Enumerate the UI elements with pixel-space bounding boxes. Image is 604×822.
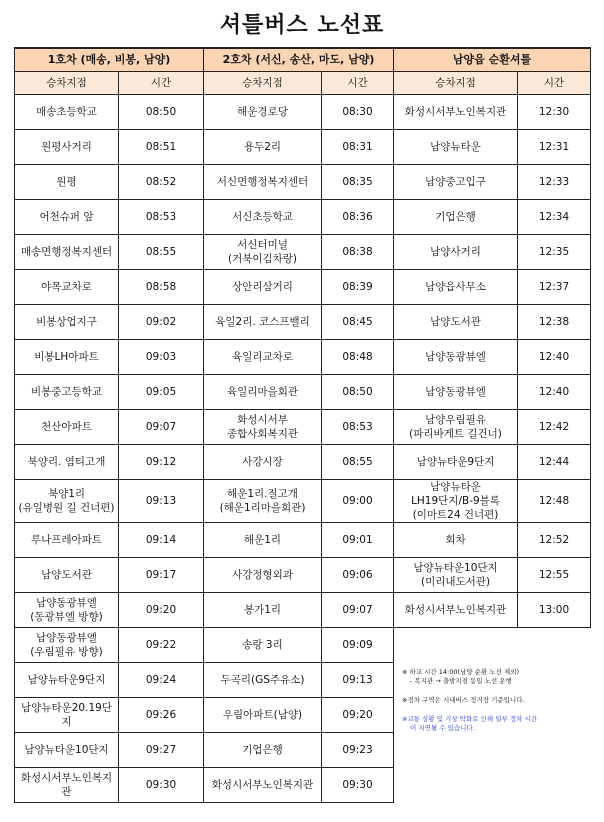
route-3-time: 12:52 — [518, 523, 591, 558]
route-1-time-header: 시간 — [119, 72, 204, 95]
stop-name-line: 남양동광뷰엘 — [36, 632, 97, 644]
route-1-stop — [15, 340, 119, 375]
table-row — [15, 445, 591, 480]
route-1-stop — [15, 165, 119, 200]
route-2-stop — [204, 410, 322, 445]
route-3-time: 12:40 — [518, 375, 591, 410]
route-3-time: 12:34 — [518, 200, 591, 235]
stop-name-line: 남양중고입구 — [425, 176, 486, 188]
route-3-stop — [394, 523, 518, 558]
stop-name-line: 남양뉴타운 — [430, 481, 481, 493]
route-1-stop — [15, 270, 119, 305]
stop-name-line: 매송면행정복지센터 — [20, 246, 113, 258]
route-1-time: 09:07 — [119, 410, 204, 445]
route-3-time: 12:31 — [518, 130, 591, 165]
route-2-stop — [204, 95, 322, 130]
note-stop-zone — [402, 696, 587, 705]
table-row — [15, 523, 591, 558]
route-2-stop — [204, 523, 322, 558]
stop-name-line: 사강정형외과 — [232, 569, 293, 581]
route-2-time: 08:36 — [322, 200, 394, 235]
route-3-time: 12:33 — [518, 165, 591, 200]
route-3-stop — [394, 270, 518, 305]
stop-name-line: 어천슈퍼 앞 — [39, 211, 94, 223]
route-1-stop — [15, 445, 119, 480]
route-1-header: 1호차 (매송, 비봉, 남양) — [15, 48, 204, 72]
route-2-time: 09:23 — [322, 733, 394, 768]
route-2-stop — [204, 340, 322, 375]
route-2-time: 08:31 — [322, 130, 394, 165]
stop-name-line: 남양도서관 — [41, 569, 92, 581]
route-3-stop — [394, 558, 518, 593]
stop-name-line: 사강시장 — [242, 456, 283, 468]
stop-name-line: 화성시서부노인복지관 — [404, 604, 507, 616]
stop-name-line: (파리바게트 길건너) — [409, 428, 502, 440]
stop-name-line: 원평사거리 — [41, 141, 92, 153]
stop-name-line: 남양뉴타운9단지 — [416, 456, 495, 468]
route-1-stop — [15, 410, 119, 445]
stop-name-line: 상안리삼거리 — [232, 281, 293, 293]
table-row — [15, 340, 591, 375]
table-row — [15, 200, 591, 235]
stop-name-line: 야목교차로 — [41, 281, 92, 293]
stop-name-line: 서신터미널 — [237, 239, 288, 251]
route-2-stop — [204, 235, 322, 270]
route-1-stop — [15, 375, 119, 410]
route-3-stop — [394, 165, 518, 200]
route-2-stop — [204, 558, 322, 593]
stop-name-line: 북양1리 — [47, 488, 86, 500]
stop-name-line: 남양동광뷰엘 — [36, 597, 97, 609]
route-2-stop — [204, 445, 322, 480]
route-2-time: 08:50 — [322, 375, 394, 410]
stop-name-line: (미리내도서관) — [420, 576, 491, 588]
table-row — [15, 235, 591, 270]
stop-name-line: 화성시서부노인복지관 — [211, 779, 314, 791]
route-3-stop — [394, 410, 518, 445]
route-header-row — [15, 48, 591, 72]
note-text: ※ 하교 시간 14:00(남양 순환 노선 제외) — [402, 668, 520, 676]
route-2-stop — [204, 698, 322, 733]
stop-name-line: 화성시서부노인복지관 — [20, 772, 113, 798]
stop-name-line: 기업은행 — [242, 744, 283, 756]
route-1-stop — [15, 628, 119, 663]
route-1-time: 09:24 — [119, 663, 204, 698]
route-2-stop — [204, 768, 322, 803]
note-text: ※정차 구역은 시내버스 정거장 기준입니다. — [402, 696, 525, 704]
stop-name-line: 남양뉴타운10단지 — [24, 744, 109, 756]
route-1-stop — [15, 305, 119, 340]
stop-name-line: 남양뉴타운9단지 — [27, 674, 106, 686]
stop-name-line: (우림필유 방향) — [30, 646, 103, 658]
table-row — [15, 95, 591, 130]
route-3-stop — [394, 445, 518, 480]
table-row — [15, 558, 591, 593]
stop-name-line: 남양우림필유 — [425, 414, 486, 426]
route-2-stop — [204, 305, 322, 340]
stop-name-line: 종합사회복지관 — [226, 428, 298, 440]
stop-name-line: 용두2리 — [243, 141, 282, 153]
stop-name-line: 남양동광뷰엘 — [425, 351, 486, 363]
route-1-stop — [15, 95, 119, 130]
route-1-time: 09:26 — [119, 698, 204, 733]
stop-name-line: 남양사거리 — [430, 246, 481, 258]
note-text: - 복지관 → 출발지점 동일 노선 운행 — [410, 677, 512, 685]
route-1-stop — [15, 663, 119, 698]
table-row — [15, 130, 591, 165]
route-1-time: 09:20 — [119, 593, 204, 628]
stop-name-line: 남양도서관 — [430, 316, 481, 328]
route-2-time: 09:06 — [322, 558, 394, 593]
route-2-time: 08:53 — [322, 410, 394, 445]
notes-panel — [394, 628, 591, 803]
route-3-time: 12:35 — [518, 235, 591, 270]
page-title: 셔틀버스 노선표 — [219, 13, 385, 38]
route-3-time: 12:48 — [518, 480, 591, 523]
route-1-time: 09:27 — [119, 733, 204, 768]
route-3-header: 남양읍 순환셔틀 — [394, 48, 591, 72]
route-1-time: 08:55 — [119, 235, 204, 270]
stop-name-line: 송랑 3리 — [242, 639, 283, 651]
stop-name-line: LH19단지/B-9블록 — [411, 495, 500, 507]
route-2-time: 08:35 — [322, 165, 394, 200]
table-row — [15, 410, 591, 445]
stop-name-line: 육일2리. 코스프밸리 — [215, 316, 310, 328]
route-1-time: 08:50 — [119, 95, 204, 130]
stop-name-line: 비봉LH아파트 — [34, 351, 99, 363]
route-1-time: 09:12 — [119, 445, 204, 480]
route-2-stop — [204, 270, 322, 305]
stop-name-line: 루나프레아파트 — [30, 534, 102, 546]
stop-name-line: 남양뉴타운10단지 — [413, 562, 498, 574]
note-text: ※교통 상황 및 기상 악화로 인해 일부 정차 시간 — [402, 715, 538, 723]
stop-name-line: 육일리교차로 — [232, 351, 293, 363]
route-2-stop — [204, 593, 322, 628]
stop-name-line: 육일리마을회관 — [226, 386, 298, 398]
stop-name-line: 비봉상업지구 — [36, 316, 97, 328]
route-1-stop — [15, 130, 119, 165]
route-1-time: 09:05 — [119, 375, 204, 410]
stop-name-line: 두곡리(GS주유소) — [220, 674, 305, 686]
route-1-time: 09:02 — [119, 305, 204, 340]
stop-name-line: 해운1리 — [243, 534, 282, 546]
route-3-stop — [394, 593, 518, 628]
table-row — [15, 270, 591, 305]
route-3-stop — [394, 340, 518, 375]
note-text: 이 지연될 수 있습니다. — [410, 724, 475, 732]
stop-name-line: 해운경로당 — [237, 106, 288, 118]
route-1-time: 09:14 — [119, 523, 204, 558]
stop-name-line: (동광뷰엘 방향) — [30, 611, 103, 623]
stop-name-line: 남양읍사무소 — [425, 281, 486, 293]
route-2-stop — [204, 733, 322, 768]
route-1-time: 09:03 — [119, 340, 204, 375]
stop-name-line: 북양리. 염티고개 — [27, 456, 106, 468]
stop-name-line: 회차 — [445, 534, 466, 546]
route-1-time: 08:53 — [119, 200, 204, 235]
stop-name-line: (유일병원 길 건너편) — [18, 502, 115, 514]
route-2-time: 08:55 — [322, 445, 394, 480]
route-2-stop — [204, 375, 322, 410]
stop-name-line: 서신면행정복지센터 — [216, 176, 309, 188]
route-1-stop — [15, 768, 119, 803]
stop-name-line: 기업은행 — [435, 211, 476, 223]
table-row — [15, 165, 591, 200]
route-2-time: 09:20 — [322, 698, 394, 733]
stop-name-line: 우림아파트(남양) — [222, 709, 303, 721]
route-3-stop — [394, 200, 518, 235]
stop-name-line: 천산아파트 — [41, 421, 92, 433]
route-2-time: 09:13 — [322, 663, 394, 698]
table-row — [15, 305, 591, 340]
route-1-time: 08:58 — [119, 270, 204, 305]
route-2-time-header: 시간 — [322, 72, 394, 95]
route-1-time: 09:30 — [119, 768, 204, 803]
route-3-time: 12:30 — [518, 95, 591, 130]
note-delay — [402, 715, 587, 733]
route-1-stop — [15, 523, 119, 558]
table-row — [15, 628, 591, 663]
stop-name-line: 비봉중고등학교 — [30, 386, 102, 398]
stop-name-line: 화성시서부노인복지관 — [404, 106, 507, 118]
route-2-time: 09:30 — [322, 768, 394, 803]
route-1-stop — [15, 733, 119, 768]
route-2-stop — [204, 200, 322, 235]
route-3-stop — [394, 235, 518, 270]
route-1-stop-header: 승차지점 — [15, 72, 119, 95]
route-2-time: 08:45 — [322, 305, 394, 340]
route-3-time: 12:40 — [518, 340, 591, 375]
stop-name-line: (해운1리마을회관) — [219, 502, 306, 514]
route-3-time: 12:55 — [518, 558, 591, 593]
stop-name-line: 남양뉴타운20.19단지 — [21, 702, 112, 728]
route-2-header: 2호차 (서신, 송산, 마도, 남양) — [204, 48, 394, 72]
route-3-time: 12:42 — [518, 410, 591, 445]
route-1-time: 08:51 — [119, 130, 204, 165]
route-3-stop — [394, 130, 518, 165]
route-1-stop — [15, 480, 119, 523]
route-2-time: 08:30 — [322, 95, 394, 130]
route-1-time: 08:52 — [119, 165, 204, 200]
route-3-time: 13:00 — [518, 593, 591, 628]
route-2-stop — [204, 165, 322, 200]
route-2-time: 08:38 — [322, 235, 394, 270]
route-2-time: 08:48 — [322, 340, 394, 375]
route-3-stop — [394, 95, 518, 130]
column-header-row — [15, 72, 591, 95]
stop-name-line: 해운1리.질고개 — [227, 488, 298, 500]
route-2-stop — [204, 480, 322, 523]
route-2-time: 08:39 — [322, 270, 394, 305]
stop-name-line: 서신초등학교 — [232, 211, 293, 223]
route-1-stop — [15, 558, 119, 593]
stop-name-line: (이마트24 건너편) — [412, 509, 499, 521]
route-2-stop — [204, 663, 322, 698]
stop-name-line: 매송초등학교 — [36, 106, 97, 118]
route-1-time: 09:22 — [119, 628, 204, 663]
route-1-time: 09:13 — [119, 480, 204, 523]
route-2-time: 09:07 — [322, 593, 394, 628]
route-2-time: 09:01 — [322, 523, 394, 558]
route-3-stop — [394, 480, 518, 523]
route-1-stop — [15, 235, 119, 270]
route-3-time: 12:44 — [518, 445, 591, 480]
stop-name-line: 화성시서부 — [237, 414, 288, 426]
table-row — [15, 375, 591, 410]
stop-name-line: 원평 — [56, 176, 77, 188]
route-3-stop-header: 승차지점 — [394, 72, 518, 95]
stop-name-line: (거북이김차랑) — [227, 253, 298, 265]
route-3-time-header: 시간 — [518, 72, 591, 95]
route-3-stop — [394, 375, 518, 410]
table-row — [15, 480, 591, 523]
route-3-time: 12:38 — [518, 305, 591, 340]
route-2-stop — [204, 628, 322, 663]
route-2-time: 09:09 — [322, 628, 394, 663]
stop-name-line: 남양뉴타운 — [430, 141, 481, 153]
route-1-stop — [15, 698, 119, 733]
note-return-time — [402, 668, 587, 686]
route-table — [14, 47, 591, 803]
route-1-stop — [15, 593, 119, 628]
stop-name-line: 봉가1리 — [243, 604, 282, 616]
route-2-stop-header: 승차지점 — [204, 72, 322, 95]
route-2-stop — [204, 130, 322, 165]
route-2-time: 09:00 — [322, 480, 394, 523]
stop-name-line: 남양동광뷰엘 — [425, 386, 486, 398]
route-1-time: 09:17 — [119, 558, 204, 593]
route-1-stop — [15, 200, 119, 235]
route-3-time: 12:37 — [518, 270, 591, 305]
route-3-stop — [394, 305, 518, 340]
table-row — [15, 593, 591, 628]
